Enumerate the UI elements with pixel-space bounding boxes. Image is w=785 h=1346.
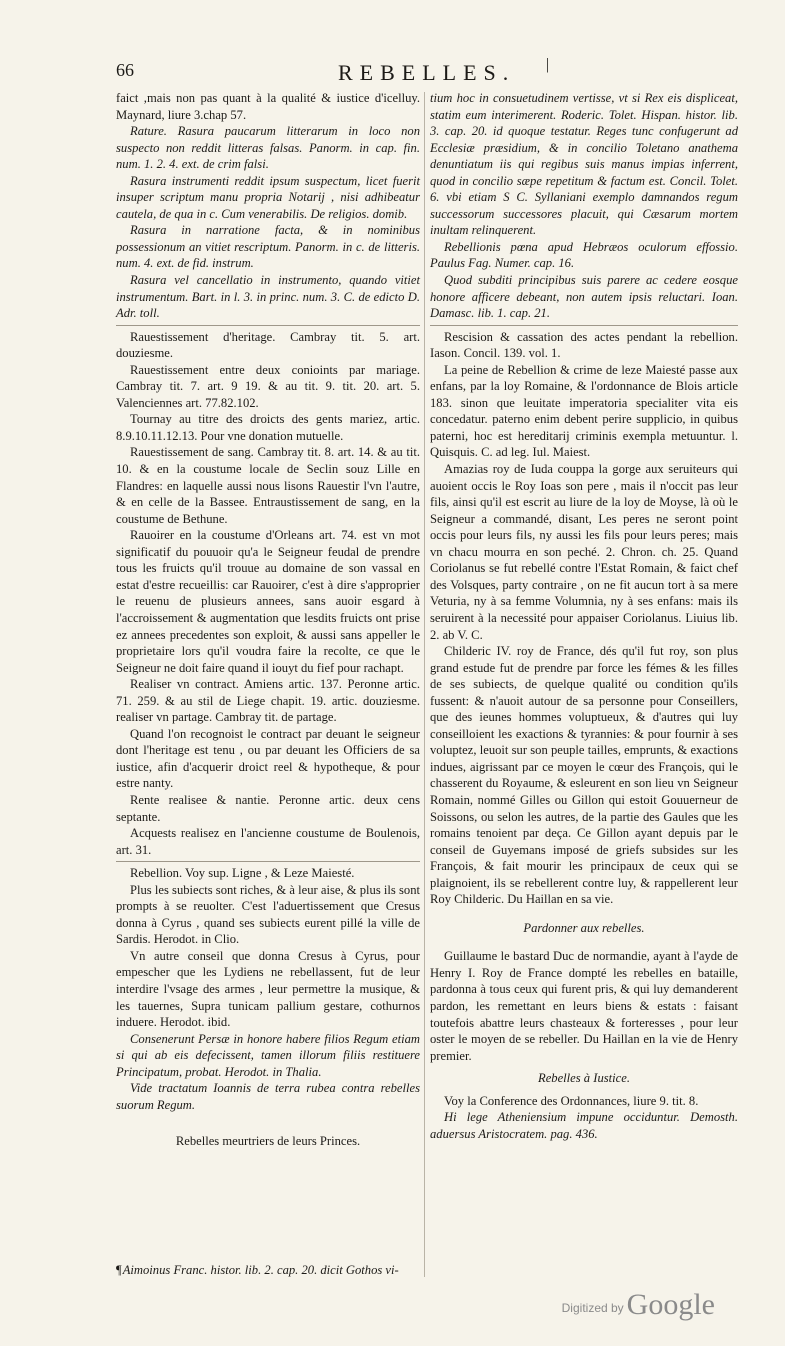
- entry-left-11: Realiser vn contract. Amiens artic. 137. Peronne artic. 71. 259. & au stil de Liege chapit. 19. artic. douziesme. realiser vn partage. Cambray tit. de partage.: [116, 677, 420, 725]
- section-heading-rebelles-meurtriers: Rebelles meurtriers de leurs Princes.: [175, 1134, 361, 1149]
- entry-left-14: Acquests realisez en l'ancienne coustume de Boulenois, art. 31.: [116, 826, 420, 857]
- entry-right-8: Guillaume le bastard Duc de normandie, ayant à l'ayde de Henry I. Roy de France dompté les rebelles en bataille, pardonna à tous ceux qui furent pris, & qui luy demanderent pardon, les remettant en leurs biens & estats : faisant toutefois abattre leurs chasteaux & forteresses , pour leur oster le moyen de se rebeller. Du Haillan en la vie de Henry premier.: [430, 949, 738, 1063]
- entry-left-1: faict ,mais non pas quant à la qualité & iustice d'icelluy. Maynard, liure 3.chap 57.: [116, 91, 420, 122]
- entry-right-10: Hi lege Atheniensium impune occiduntur. Demosth. aduersus Aristocratem. pag. 436.: [430, 1110, 738, 1141]
- spacer: [430, 908, 738, 914]
- entry-left-19: Vide tractatum Ioannis de terra rubea contra rebelles suorum Regum.: [116, 1081, 420, 1112]
- entry-left-12: Quand l'on recognoist le contract par deuant le seigneur dont l'heritage est tenu , ou par deuant les Officiers de sa iustice, afin d'acquerir droict reel & hypotheque, & pour estre nanty.: [116, 726, 420, 791]
- entry-left-7: Rauestissement entre deux conioints par mariage. Cambray tit. 7. art. 9 19. & au tit. 9. tit. 20. art. 5. Valenciennes art. 77.82.102.: [116, 362, 420, 410]
- entry-right-1: tium hoc in consuetudinem vertisse, vt si Rex eis displiceat, statim eum interimerent. Roderic. Tolet. Hispan. histor. lib. 3. cap. 20. id quoque testatur. Reges tunc confugerunt ad Ecclesiæ præsidium, & in concilio Toletano anathema denuntiatum iis qui regibus suis manus impias inferrent, quod in concilio sæpe repetitum & factum est. Concil. Tolet. 6. vbi etiam S C. Syllaniani exemplo damnandos regum successorum successores placuit, qui Cæsarum mortem inultam relinquerent.: [430, 91, 738, 238]
- entry-right-2: Rebellionis pœna apud Hebræos oculorum effossio. Paulus Fag. Numer. cap. 16.: [430, 239, 738, 271]
- separator: [430, 325, 738, 326]
- footnote-aimoinus: [116, 1262, 420, 1278]
- entry-left-4: Rasura in narratione facta, & in nominibus possessionum an vitiet rescriptum. Panorm. in c. de litteris. num. 4. ext. de fid. instrum.: [116, 223, 420, 271]
- entry-right-5: La peine de Rebellion & crime de leze Maiesté passe aux enfans, par la loy Romaine, & l'ordonnance de Blois article 183. sinon que leuitate imperatoria specialiter vita eis concedatur. paterno enim debent perire supplicio, in quibus paterni, hoc est hereditarij criminis exempla metuuntur. l. Quisquis. C. ad leg. Iul. Maiest.: [430, 362, 738, 460]
- corner-mark: |: [546, 56, 550, 73]
- page-number: 66: [116, 60, 134, 80]
- entry-left-10: Rauoirer en la coustume d'Orleans art. 74. est vn mot significatif du pouuoir qu'a le Seigneur feudal de prendre tous les fruicts qu'il trouue au domaine de son vassal en estat d'estre recueillis: car Rauoirer, c'est à dire s'approprier le reuenu de plusieurs annees, sans auoir esgard à l'accroissement & augmentation que lesdits fruicts ont prise ez annees precedentes son exploit, & aussi sans appeller le proprietaire lors qu'il voudra faire la recolte, ce que le Seigneur ne doit faire quand il iouyt du fief pour rachapt.: [116, 528, 420, 675]
- section-heading-rebelles-iustice: Rebelles à Iustice.: [538, 1071, 630, 1086]
- right-column: [430, 90, 738, 1142]
- spacer: [116, 1113, 420, 1127]
- entry-left-13: Rente realisee & nantie. Peronne artic. deux cens septante.: [116, 792, 420, 824]
- reference-mark-icon: ¶: [116, 1263, 122, 1277]
- running-title: REBELLES.: [338, 60, 516, 85]
- entry-left-17: Vn autre conseil que donna Cresus à Cyrus, pour empescher que les Lydiens ne rebellassent, fut de leur interdire l'vsage des armes , leur permettre la musique, & les tauernes, Supra tunicam pallium gestare, cothurnos induere. Herodot. ibid.: [116, 948, 420, 1030]
- page-header: [116, 56, 736, 88]
- entry-right-4: Rescision & cassation des actes pendant la rebellion. Iason. Concil. 139. vol. 1.: [430, 329, 738, 361]
- google-logo: Google: [626, 1288, 715, 1321]
- digitized-by-label: Digitized by: [561, 1301, 624, 1315]
- entry-left-15: Rebellion. Voy sup. Ligne , & Leze Maiesté.: [130, 866, 355, 881]
- footnote-text: Aimoinus Franc. histor. lib. 2. cap. 20. dicit Gothos vi-: [122, 1263, 399, 1277]
- section-heading-pardonner: Pardonner aux rebelles.: [523, 920, 645, 935]
- entry-left-18: Consenerunt Persæ in honore habere filios Regum etiam si qui ab eis defecissent, tamen illorum filiis restituere Principatum, probat. Herodot. in Thalia.: [116, 1031, 420, 1079]
- entry-right-7: Childeric IV. roy de France, dés qu'il fut roy, son plus grand estude fut de prendre par force les fémes & les filles de ses subiects, de quelque qualité ou condition qu'ils fussent: & n'auoit autour de sa personne pour Conseillers, que des ieunes hommes voluptueux, & d'autres qui luy conseilloient les exactions & tyrannies: & pour fournir à ses voluptez, leuoit sur son peuple tailles, emprunts, & exactions indues, aigrissant par ce moyen le cœur des François, qui le chasserent du Royaume, & esleurent en son lieu vn Seigneur Romain, nommé Gilles ou Gillon qui estoit Gouuerneur de Soissons, ou selon les autres, de la partie des Gaules que les romains tenoient par deça. Ce Gillon ayant depuis par le conseil de Guyemans imposé de griefs subsides sur les François, & fait mourir les principaux de ceux qui se plaignoient, ils se rebellerent contre luy, & rappellerent leur Roy Childeric. Du Haillan en sa vie.: [430, 644, 738, 907]
- entry-right-3: Quod subditi principibus suis parere ac cedere eosque honore afficere debeant, non autem ipsis reluctari. Ioan. Damasc. lib. 1. cap. 21.: [430, 273, 738, 321]
- separator: [116, 325, 420, 326]
- separator: [116, 861, 420, 862]
- column-divider: [424, 92, 425, 1277]
- entry-right-9: Voy la Conference des Ordonnances, liure 9. tit. 8.: [444, 1093, 699, 1108]
- left-column: [116, 90, 420, 1156]
- entry-right-6: Amazias roy de Iuda couppa la gorge aux seruiteurs qui auoient occis le Roy Ioas son pere , mais il n'occit pas leur fils, ainsi qu'il est escrit au liure de la loy de Moyse, là où le Seigneur a commandé, disant, Les peres ne seront point occis pour leurs fils, ny aussi les fils pour leurs peres; mais vn chacu mourra en son peché. 2. Chron. ch. 25. Quand Coriolanus se fut rebellé contre l'Estat Romain, & faict chef des Volsques, party contraire , on ne fit aucun tort à sa mere Veturia, ny à sa femme Volumnia, ny à ses enfans: mais ils seruirent à la necessité pour appaiser Coriolanus. Liuius lib. 2. ab V. C.: [430, 462, 738, 642]
- entry-left-3: Rasura instrumenti reddit ipsum suspectum, licet fuerit insuper scriptum manu propria Notarij , nisi adhibeatur cautela, de qua in c. Cum venerabilis. De religios. domib.: [116, 173, 420, 221]
- entry-left-16: Plus les subiects sont riches, & à leur aise, & plus ils sont prompts à se reuolter. C'est l'aduertissement que Cresus donna à Cyrus , quand ses subiects eurent pillé la ville de Sardis. Herodot. in Clio.: [116, 882, 420, 947]
- entry-left-6: Rauestissement d'heritage. Cambray tit. 5. art. douziesme.: [116, 329, 420, 361]
- entry-left-2: Rature. Rasura paucarum litterarum in loco non suspecto non reddit litteras falsas. Panorm. in cap. fin. num. 1. 2. 4. ext. de crim falsi.: [116, 124, 420, 172]
- entry-left-5: Rasura vel cancellatio in instrumento, quando vitiet instrumentum. Bart. in l. 3. in princ. num. 3. C. de edicto D. Adr. toll.: [116, 273, 420, 321]
- entry-left-8: Tournay au titre des droicts des gents mariez, artic. 8.9.10.11.12.13. Pour vne donation mutuelle.: [116, 412, 420, 443]
- entry-left-9: Rauestissement de sang. Cambray tit. 8. art. 14. & au tit. 10. & en la coustume locale de Seclin souz Lille en Flandres: en laquelle aussi nous lisons Rauestir l'vn l'autre, & en celle de la Bassee. Entraustissement de sang, en la coustume de Bethune.: [116, 445, 420, 526]
- google-watermark: [562, 1288, 715, 1322]
